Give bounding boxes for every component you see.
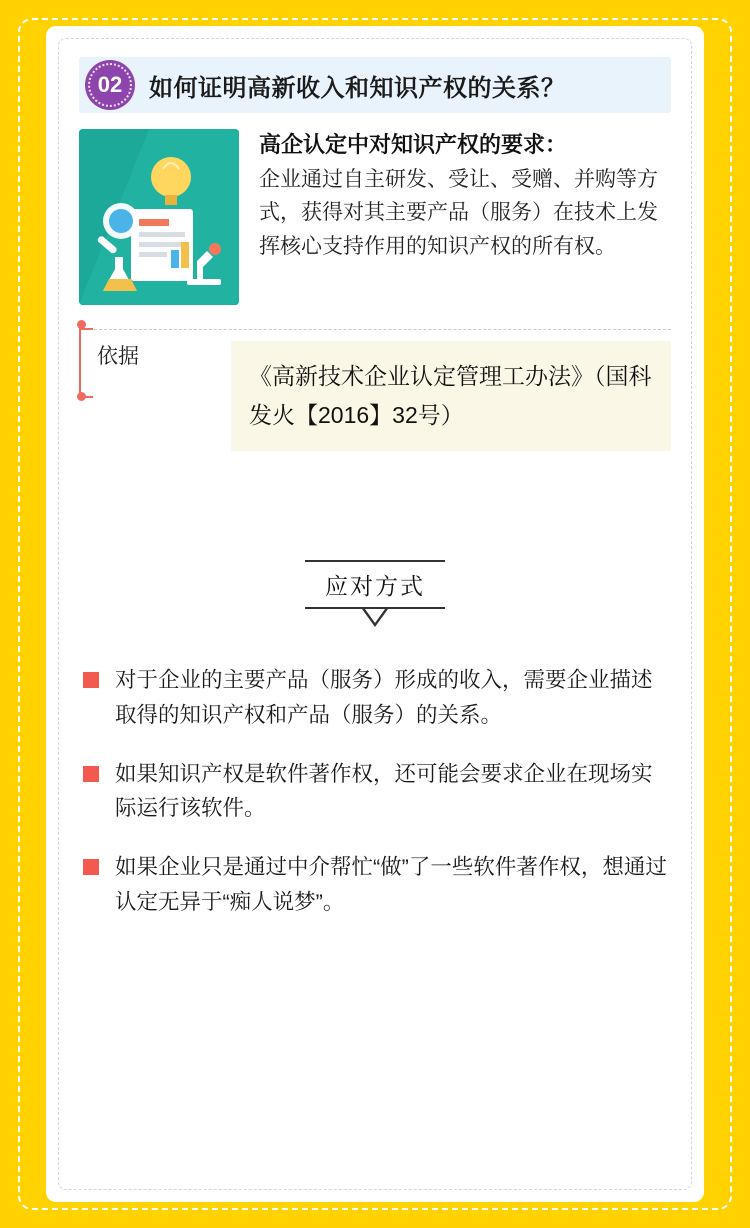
basis-section bbox=[79, 319, 671, 429]
content-card-inner bbox=[58, 38, 692, 1190]
list-item-text: 对于企业的主要产品（服务）形成的收入，需要企业描述取得的知识产权和产品（服务）的关系。 bbox=[115, 668, 653, 727]
approach-box bbox=[279, 554, 471, 637]
section-number-badge: 02 bbox=[85, 60, 135, 110]
square-bullet-icon bbox=[83, 672, 99, 688]
intro-text-block bbox=[259, 129, 671, 305]
approach-pointer-icon bbox=[362, 609, 388, 627]
basis-label: 依据 bbox=[97, 345, 139, 368]
section-header bbox=[79, 57, 671, 113]
list-item-text: 如果企业只是通过中介帮忙“做”了一些软件著作权，想通过认定无异于“痴人说梦”。 bbox=[115, 855, 667, 915]
divider bbox=[79, 329, 671, 330]
approach-banner bbox=[79, 554, 671, 637]
basis-quote: 《高新技术企业认定管理工办法》（国科发火【2016】32号） bbox=[231, 341, 671, 451]
bracket-dot-top-icon bbox=[77, 320, 86, 329]
page-title: 如何证明高新收入和知识产权的关系？ bbox=[149, 74, 566, 102]
approach-line-top bbox=[305, 560, 445, 562]
list-item-text: 如果知识产权是软件著作权，还可能会要求企业在现场实际运行该软件。 bbox=[115, 761, 653, 821]
approach-list bbox=[79, 663, 671, 920]
content-card bbox=[46, 26, 704, 1202]
intro-heading: 高企认定中对知识产权的要求： bbox=[259, 132, 568, 157]
intro-section bbox=[79, 129, 671, 305]
square-bullet-icon bbox=[83, 766, 99, 782]
basis-label-box bbox=[79, 334, 199, 384]
square-bullet-icon bbox=[83, 859, 99, 875]
list-item bbox=[79, 663, 671, 733]
lab-research-illustration-icon bbox=[79, 129, 239, 305]
intro-body: 企业通过自主研发、受让、受赠、并购等方式，获得对其主要产品（服务）在技术上发挥核心支持作用的知识产权的所有权。 bbox=[259, 167, 658, 259]
approach-label: 应对方式 bbox=[325, 573, 425, 599]
list-item bbox=[79, 757, 671, 827]
basis-bracket-icon bbox=[79, 328, 93, 398]
list-item bbox=[79, 850, 671, 920]
bracket-dot-bottom-icon bbox=[77, 392, 86, 401]
